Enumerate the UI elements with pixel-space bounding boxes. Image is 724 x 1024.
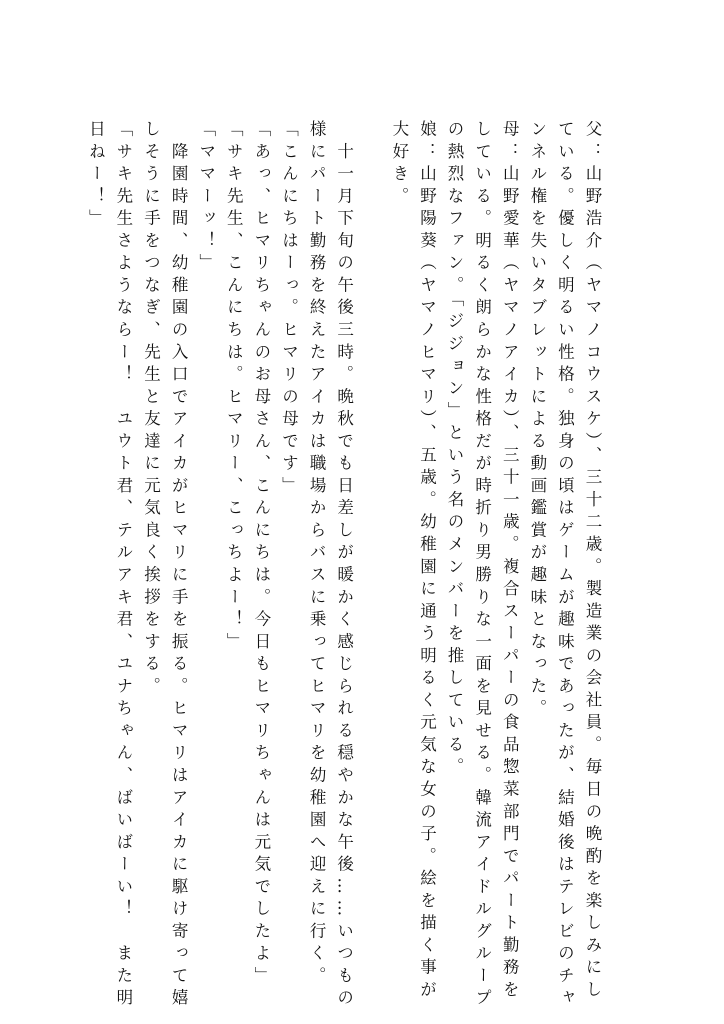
text-line: の熱烈なファン。「ジジョン」という名のメンバーを推している。 [445,120,465,780]
dialogue-line: 「サキ先生、こんにちは。ヒマリー、こっちよー！」 [224,120,244,655]
text-line: 母：山野愛華（ヤマノアイカ）、三十一歳。複合スーパーの食品惣菜部門でパート勤務を [500,120,520,1003]
text-line: ている。優しく明るい性格。独身の頃はゲームが趣味であったが、結婚後はテレビのチャ [555,120,575,1011]
text-line: 娘：山野陽葵（ヤマノヒマリ）、五歳。幼稚園に通う明るく元気な女の子。絵を描く事が [417,120,437,1003]
text-line: 十一月下旬の午後三時。晩秋でも日差しが暖かく感じられる穏やかな午後……いつもの [334,120,354,1011]
text-line: 様にパート勤務を終えたアイカは職場からバスに乗ってヒマリを幼稚園へ迎えに行く。 [307,120,327,989]
dialogue-line: 日ねー！」 [86,120,106,232]
dialogue-line: 「サキ先生さようならー！ ユウト君、テルアキ君、ユナちゃん、ばいばーい！ また明 [113,120,133,1011]
dialogue-line: 「こんにちはーっ。ヒマリの母です」 [279,120,299,499]
text-line: 大好き。 [389,120,409,210]
blank-line [358,120,386,930]
dialogue-line: 「あっ、ヒマリちゃんのお母さん、こんにちは。今日もヒマリちゃんは元気でしたよ」 [251,120,271,989]
text-line: ンネル権を失いタブレットによる動画鑑賞が趣味となった。 [527,120,547,722]
dialogue-line: 「ママーッ！」 [196,120,216,276]
vertical-text-body [82,120,606,1011]
text-line: している。明るく朗らかな性格だが時折り男勝りな一面を見せる。韓流アイドルグループ [472,120,492,1011]
text-line: 父：山野浩介（ヤマノコウスケ）、三十二歳。製造業の会社員。毎日の晩酌を楽しみにし [583,120,602,1003]
text-line: 降園時間、幼稚園の入口でアイカがヒマリに手を振る。ヒマリはアイカに駆け寄って嬉 [169,120,189,1011]
text-line: しそうに手をつなぎ、先生と友達に元気良く挨拶をする。 [141,120,161,700]
